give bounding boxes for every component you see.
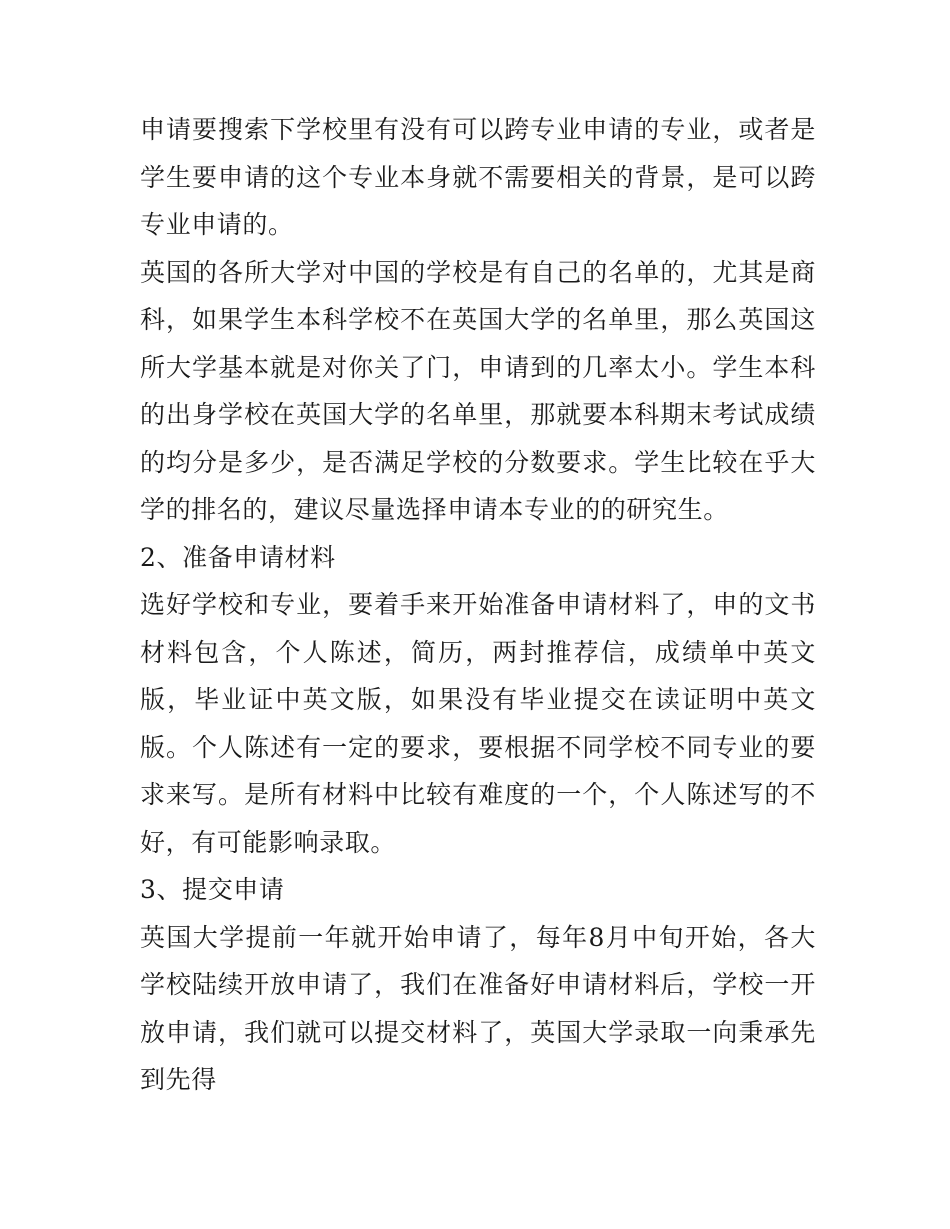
paragraph-materials: 选好学校和专业，要着手来开始准备申请材料了，申的文书材料包含，个人陈述，简历，两封推荐信，成绩单中英文版，毕业证中英文版，如果没有毕业提交在读证明中英文版。个人陈述有一定的要求，要根据不同学校不同专业的要求来写。是所有材料中比较有难度的一个，个人陈述写的不好，有可能影响录取。 (140, 590, 816, 857)
section-heading-submit: 3、提交申请 (140, 875, 285, 904)
paragraph-cross-major: 申请要搜索下学校里有没有可以跨专业申请的专业，或者是学生要申请的这个专业本身就不需要相关的背景，是可以跨专业申请的。 (140, 115, 816, 239)
document-body (140, 106, 816, 1104)
paragraph-school-list: 英国的各所大学对中国的学校是有自己的名单的，尤其是商科，如果学生本科学校不在英国大学的名单里，那么英国这所大学基本就是对你关了门，申请到的几率太小。学生本科的出身学校在英国大学的名单里，那就要本科期末考试成绩的均分是多少，是否满足学校的分数要求。学生比较在乎大学的排名的，建议尽量选择申请本专业的的研究生。 (140, 257, 816, 524)
paragraph-submit: 英国大学提前一年就开始申请了，每年8月中旬开始，各大学校陆续开放申请了，我们在准备好申请材料后，学校一开放申请，我们就可以提交材料了，英国大学录取一向秉承先到先得 (140, 922, 816, 1094)
section-heading-prepare-materials: 2、准备申请材料 (140, 542, 336, 572)
